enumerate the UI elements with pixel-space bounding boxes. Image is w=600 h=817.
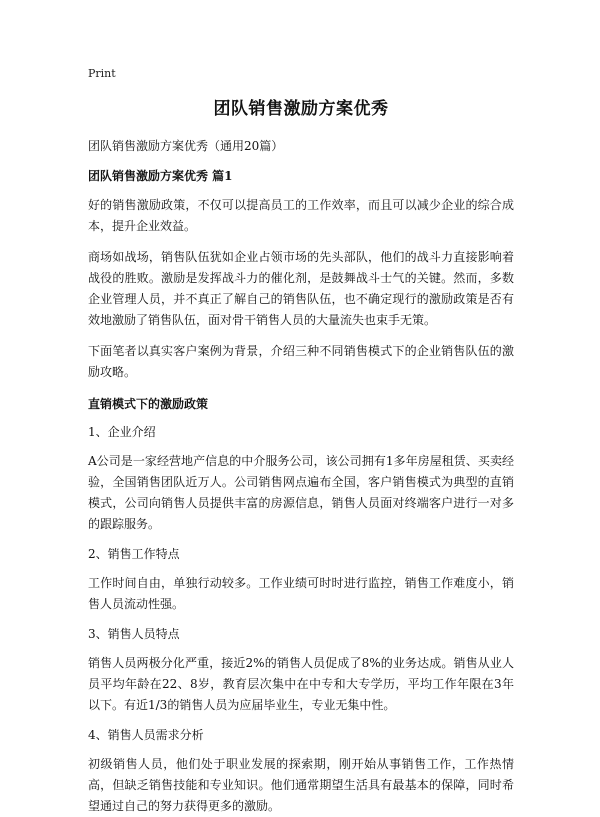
- intro-paragraph: 下面笔者以真实客户案例为背景，介绍三种不同销售模式下的企业销售队伍的激励攻略。: [88, 344, 514, 379]
- intro-paragraph: 商场如战场，销售队伍犹如企业占领市场的先头部队，他们的战斗力直接影响着战役的胜败。激励是发挥战斗力的催化剂，是鼓舞战斗士气的关键。然而，多数企业管理人员，并不真正了解自己的销售队伍，也不确定现行的激励政策是否有效地激励了销售队伍，面对骨干销售人员的大量流失也束手无策。: [88, 250, 514, 327]
- item-paragraph: 销售人员两极分化严重，接近2%的销售人员促成了8%的业务达成。销售从业人员平均年龄在22、8岁，教育层次集中在中专和大专学历，平均工作年限在3年以下。有近1/3的销售人员为应届毕业生，专业无集中性。: [88, 656, 514, 712]
- item-paragraph: 初级销售人员，他们处于职业发展的探索期，刚开始从事销售工作，工作热情高，但缺乏销售技能和专业知识。他们通常期望生活具有最基本的保障，同时希望通过自己的努力获得更多的激励。: [88, 757, 514, 813]
- intro-paragraph: 好的销售激励政策，不仅可以提高员工的工作效率，而且可以减少企业的综合成本，提升企业效益。: [88, 198, 514, 233]
- item-heading: 2、销售工作特点: [88, 547, 180, 561]
- item-heading: 4、销售人员需求分析: [88, 728, 204, 742]
- item-heading: 1、企业介绍: [88, 425, 156, 439]
- page-title: 团队销售激励方案优秀: [213, 99, 389, 119]
- section-heading-2: 直销模式下的激励政策: [88, 397, 209, 411]
- item-paragraph: 工作时间自由，单独行动较多。工作业绩可时时进行监控，销售工作难度小，销售人员流动性强。: [88, 576, 514, 611]
- section-heading-1: 团队销售激励方案优秀 篇1: [88, 169, 233, 183]
- print-label[interactable]: Print: [88, 67, 116, 80]
- item-heading: 3、销售人员特点: [88, 627, 180, 641]
- item-paragraph: A公司是一家经营地产信息的中介服务公司，该公司拥有1多年房屋租赁、买卖经验，全国销售团队近万人。公司销售网点遍布全国，客户销售模式为典型的直销模式，公司向销售人员提供丰富的房源信息，销售人员面对终端客户进行一对多的跟踪服务。: [88, 454, 514, 531]
- document-subtitle: 团队销售激励方案优秀（通用20篇）: [88, 139, 284, 153]
